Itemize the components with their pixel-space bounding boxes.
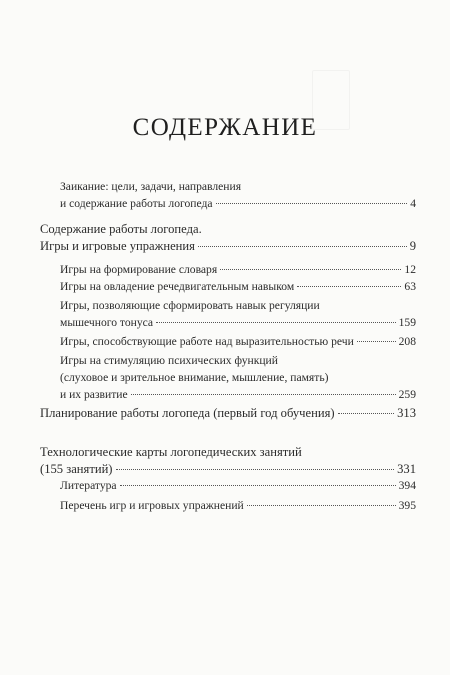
toc-entry[interactable] <box>60 297 416 331</box>
dot-leader <box>116 469 395 470</box>
dot-leader <box>247 505 396 506</box>
toc-entry-title: и их развитие <box>60 388 128 401</box>
toc-entry[interactable] <box>40 221 416 255</box>
toc-entry[interactable] <box>60 261 416 278</box>
page-title: СОДЕРЖАНИЕ <box>132 113 318 141</box>
toc-page-number: 259 <box>398 388 416 401</box>
toc-entry-line: Игры, позволяющие сформировать навык регуляции <box>60 299 320 312</box>
dot-leader <box>156 322 396 323</box>
toc-page-number: 63 <box>404 280 416 293</box>
toc-page-number: 12 <box>404 263 416 276</box>
toc-entry[interactable] <box>60 497 416 514</box>
toc-entry-title: мышечного тонуса <box>60 316 154 329</box>
toc-entry[interactable] <box>60 333 416 350</box>
toc-entry-line: Заикание: цели, задачи, направления <box>60 180 242 193</box>
toc-entry-title: (155 занятий) <box>40 462 113 476</box>
dot-leader <box>131 394 396 395</box>
toc-entry-line: Игры на стимуляцию психических функций <box>60 354 278 367</box>
dot-leader <box>198 246 407 247</box>
dot-leader <box>338 413 395 414</box>
dot-leader <box>120 485 396 486</box>
toc-entry-line: (слуховое и зрительное внимание, мышление, память) <box>60 371 329 384</box>
toc-entry-line: Технологические карты логопедических занятий <box>40 445 302 459</box>
toc-entry[interactable] <box>40 405 416 422</box>
toc-page-number: 208 <box>398 335 416 348</box>
toc-entry[interactable] <box>40 444 416 478</box>
toc-entry-title: Игры, способствующие работе над выразительностью речи <box>60 335 354 348</box>
dot-leader <box>297 286 401 287</box>
toc-entry-title: Игры и игровые упражнения <box>40 239 195 253</box>
toc-entry-title: Игры на овладение речедвигательным навыком <box>60 280 295 293</box>
toc-page-number: 394 <box>398 479 416 492</box>
toc-entry-title: Литература <box>60 479 117 492</box>
toc-entry-title: Игры на формирование словаря <box>60 263 218 276</box>
dot-leader <box>216 203 408 204</box>
dot-leader <box>357 341 396 342</box>
dot-leader <box>220 269 401 270</box>
toc-entry[interactable] <box>60 278 416 295</box>
toc-page-number: 9 <box>409 239 416 253</box>
toc-page-number: 159 <box>398 316 416 329</box>
toc-entry-line: Содержание работы логопеда. <box>40 222 202 236</box>
toc-entry-title: Перечень игр и игровых упражнений <box>60 499 244 512</box>
toc-entry-title: и содержание работы логопеда <box>60 197 213 210</box>
toc-entry[interactable] <box>60 352 416 403</box>
toc-page-number: 4 <box>410 197 416 210</box>
toc-entry[interactable] <box>60 477 416 494</box>
toc-entry[interactable] <box>60 178 416 212</box>
toc-page-number: 395 <box>398 499 416 512</box>
toc-page-number: 331 <box>397 462 416 476</box>
toc-page-number: 313 <box>397 406 416 420</box>
toc-entry-title: Планирование работы логопеда (первый год обучения) <box>40 406 335 420</box>
